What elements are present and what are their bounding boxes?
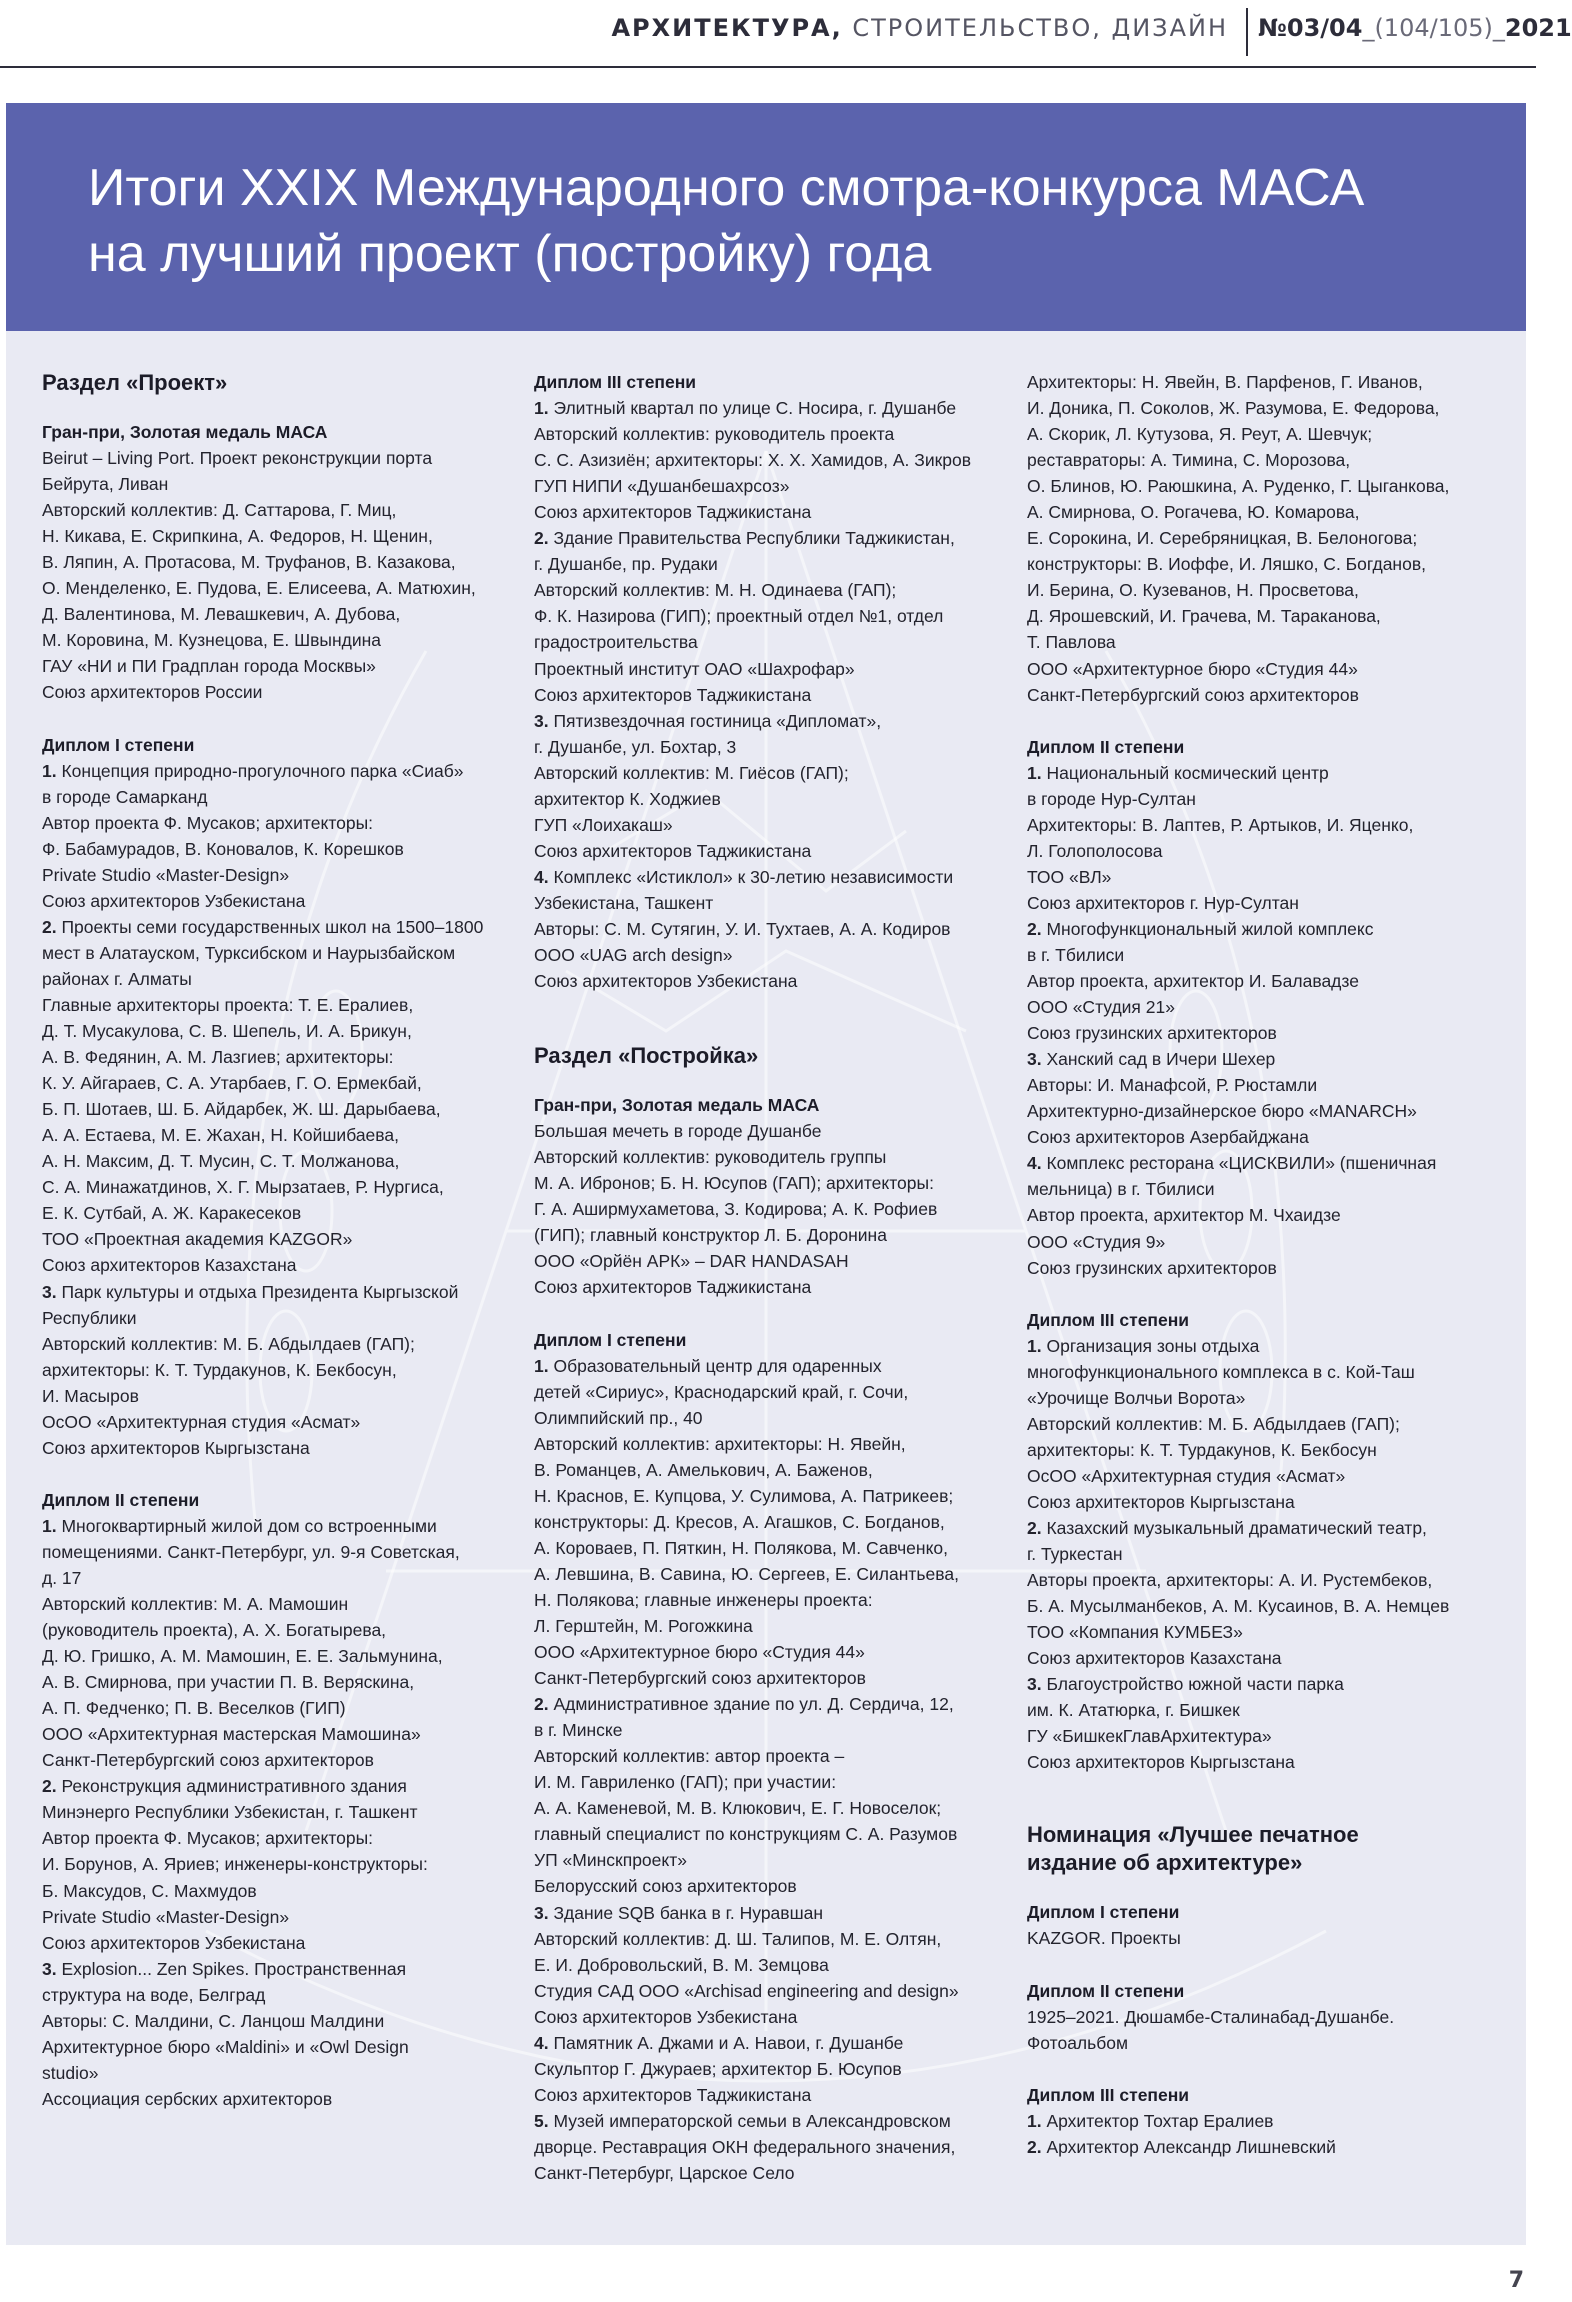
- entry-number: 2.: [534, 1694, 549, 1715]
- text-line: Т. Павлова: [1027, 632, 1116, 653]
- entry-title-line: [1027, 1046, 1479, 1072]
- entry-title-text: Казахский музыкальный драматический театр,: [1041, 1517, 1427, 1538]
- text-line: С. С. Азизиён; архитекторы: Х. Х. Хамидов, А. Зикров: [534, 450, 972, 471]
- text-line: Санкт-Петербургский союз архитекторов: [1027, 684, 1359, 705]
- text-line: Союз архитекторов Таджикистана: [534, 840, 812, 861]
- entry-title-text: Многоквартирный жилой дом со встроенными: [56, 1515, 437, 1536]
- text-line: А. П. Федченко; П. В. Веселков (ГИП): [42, 1698, 346, 1719]
- entry-number: 2.: [42, 1776, 57, 1797]
- text-line: Автор проекта, архитектор И. Балавадзе: [1027, 971, 1359, 992]
- entry-number: 4.: [1027, 1153, 1042, 1174]
- text-line: детей «Сириус», Краснодарский край, г. Сочи,: [534, 1381, 909, 1402]
- entry-title-text: Элитный квартал по улице С. Носира, г. Душанбе: [548, 398, 957, 419]
- entry-title-text: Архитектор Тохтар Ералиев: [1041, 2110, 1274, 2131]
- text-line: ООО «Архитектурное бюро «Студия 44»: [1027, 658, 1358, 679]
- issue-number: №03/04_(104/105)_2021: [1258, 14, 1572, 42]
- award-heading: Диплом III степени: [1027, 2084, 1190, 2105]
- text-line: структура на воде, Белград: [42, 1984, 266, 2005]
- award-heading: Гран-при, Золотая медаль МАСА: [534, 1095, 820, 1116]
- award-heading: Диплом II степени: [42, 1489, 200, 1510]
- text-line: Л. Голополосова: [1027, 840, 1163, 861]
- entry-title-line: [534, 1691, 986, 1717]
- entry-title-text: Памятник А. Джами и А. Навои, г. Душанбе: [548, 2032, 904, 2053]
- text-line: Е. И. Добровольский, В. М. Земцова: [534, 1954, 829, 1975]
- text-line: градостроительства: [534, 632, 698, 653]
- text-line: Автор проекта, архитектор М. Чхаидзе: [1027, 1205, 1341, 1226]
- section-heading: [42, 369, 494, 397]
- text-line: Белорусский союз архитекторов: [534, 1876, 797, 1897]
- entry-title-text: Здание SQB банка в г. Нуравшан: [548, 1902, 824, 1923]
- text-line: Союз архитекторов Узбекистана: [42, 1932, 306, 1953]
- text-line: Н. Кикава, Е. Скрипкина, А. Федоров, Н. Щенин,: [42, 526, 433, 547]
- entry-title-text: Комплекс ресторана «ЦИСКВИЛИ» (пшеничная: [1041, 1153, 1437, 1174]
- entry-title-line: [534, 395, 986, 421]
- entry-title-text: Здание Правительства Республики Таджикистан,: [548, 528, 955, 549]
- text-line: А. Короваев, П. Пяткин, Н. Полякова, М. Савченко,: [534, 1537, 949, 1558]
- section-heading-line: Раздел «Проект»: [42, 370, 228, 395]
- text-line: Узбекистана, Ташкент: [534, 892, 714, 913]
- text-line: Ф. К. Назирова (ГИП); проектный отдел №1, отдел: [534, 606, 944, 627]
- entry-title-text: Национальный космический центр: [1041, 762, 1329, 783]
- entry-title-text: Проекты семи государственных школ на 1500–1800: [56, 916, 484, 937]
- text-line: Фотоальбом: [1027, 2032, 1129, 2053]
- entry-number: 1.: [42, 760, 57, 781]
- title-banner: [6, 103, 1526, 331]
- text-line: М. Коровина, М. Кузнецова, Е. Швындина: [42, 630, 382, 651]
- entry-title-line: [42, 1513, 494, 1539]
- entry-number: 3.: [42, 1958, 57, 1979]
- entry-number: 3.: [42, 1281, 57, 1302]
- text-line: (ГИП); главный конструктор Л. Б. Доронина: [534, 1225, 887, 1246]
- text-line: Л. Герштейн, М. Рогожкина: [534, 1616, 753, 1637]
- entry-title-line: [534, 2030, 986, 2056]
- award-heading: Диплом III степени: [1027, 1309, 1190, 1330]
- text-line: ГУ «БишкекГлавАрхитектура»: [1027, 1726, 1272, 1747]
- text-line: Е. Сорокина, И. Серебряницкая, В. Белоногова;: [1027, 528, 1418, 549]
- text-line: Санкт-Петербургский союз архитекторов: [534, 1668, 866, 1689]
- text-line: Союз грузинских архитекторов: [1027, 1257, 1277, 1278]
- text-line: г. Душанбе, пр. Рудаки: [534, 554, 718, 575]
- text-line: Ф. Бабамурадов, В. Коновалов, К. Корешков: [42, 838, 404, 859]
- text-line: ТОО «Компания КУМБЕЗ»: [1027, 1622, 1243, 1643]
- text-line: studio»: [42, 2062, 99, 2083]
- text-line: ООО «UAG arch design»: [534, 945, 733, 966]
- text-line: Союз архитекторов Таджикистана: [534, 1277, 812, 1298]
- entry-title-line: [534, 1900, 986, 1926]
- entry-title-line: [42, 914, 494, 940]
- text-line: М. А. Ибронов; Б. Н. Юсупов (ГАП); архитекторы:: [534, 1173, 934, 1194]
- text-line: А. А. Естаева, М. Е. Жахан, Н. Койшибаева,: [42, 1125, 399, 1146]
- text-line: А. Смирнова, О. Рогачева, Ю. Комарова,: [1027, 502, 1360, 523]
- text-line: Private Studio «Master-Design»: [42, 1906, 290, 1927]
- entry-title-line: [42, 1956, 494, 1982]
- entry-title-text: Explosion... Zen Spikes. Пространственная: [56, 1958, 407, 1979]
- entry-number: 3.: [534, 710, 549, 731]
- text-line: Архитектурное бюро «Maldini» и «Owl Design: [42, 2036, 409, 2057]
- text-line: им. К. Ататюрка, г. Бишкек: [1027, 1700, 1240, 1721]
- text-line: Б. П. Шотаев, Ш. Б. Айдарбек, Ж. Ш. Дарыбаева,: [42, 1099, 441, 1120]
- entry-title-line: [1027, 1150, 1479, 1176]
- text-line: А. А. Каменевой, М. В. Клюкович, Е. Г. Новоселок;: [534, 1798, 942, 1819]
- entry-title-line: [1027, 760, 1479, 786]
- text-line: многофункционального комплекса в с. Кой-Таш: [1027, 1361, 1415, 1382]
- text-line: Авторский коллектив: руководитель проекта: [534, 424, 895, 445]
- entry-title-line: [42, 1773, 494, 1799]
- text-line: в городе Самарканд: [42, 786, 208, 807]
- text-line: А. Левшина, В. Савина, Ю. Сергеев, Е. Силантьева,: [534, 1563, 959, 1584]
- entry-title-text: Комплекс «Истиклол» к 30-летию независимости: [548, 866, 954, 887]
- text-line: Авторы: С. М. Сутягин, У. И. Тухтаев, А. А. Кодиров: [534, 918, 951, 939]
- text-line: архитекторы: К. Т. Турдакунов, К. Бекбосун,: [42, 1359, 397, 1380]
- text-line: А. В. Смирнова, при участии П. В. Веряскина,: [42, 1672, 415, 1693]
- entry-number: 1.: [534, 398, 549, 419]
- text-line: В. Ляпин, А. Протасова, М. Труфанов, В. Казакова,: [42, 552, 456, 573]
- text-line: Автор проекта Ф. Мусаков; архитекторы:: [42, 1828, 374, 1849]
- section-heading-line: издание об архитектуре»: [1027, 1850, 1303, 1876]
- magazine-name: АРХИТЕКТУРА, СТРОИТЕЛЬСТВО, ДИЗАЙН: [611, 14, 1228, 42]
- text-line: Союз архитекторов Кыргызстана: [1027, 1752, 1295, 1773]
- text-line: (руководитель проекта), А. Х. Богатырева,: [42, 1620, 387, 1641]
- text-line: 1925–2021. Дюшамбе-Сталинабад-Душанбе.: [1027, 2006, 1395, 2027]
- entry-number: 1.: [42, 1515, 57, 1536]
- text-line: главный специалист по конструкциям С. А. Разумов: [534, 1824, 958, 1845]
- text-line: Авторский коллектив: М. Гиёсов (ГАП);: [534, 762, 849, 783]
- text-line: Союз архитекторов Узбекистана: [42, 890, 306, 911]
- text-line: д. 17: [42, 1567, 82, 1588]
- section-heading: [534, 1042, 986, 1070]
- text-line: Союз архитекторов г. Нур-Султан: [1027, 892, 1299, 913]
- text-line: Минэнерго Республики Узбекистан, г. Ташкент: [42, 1802, 418, 1823]
- text-line: Союз архитекторов Кыргызстана: [42, 1437, 310, 1458]
- text-line: г. Туркестан: [1027, 1544, 1123, 1565]
- text-line: Большая мечеть в городе Душанбе: [534, 1121, 822, 1142]
- text-line: в городе Нур-Султан: [1027, 788, 1196, 809]
- award-heading: Гран-при, Золотая медаль МАСА: [42, 422, 328, 442]
- entry-number: 4.: [534, 866, 549, 887]
- entry-title-text: Благоустройство южной части парка: [1041, 1674, 1344, 1695]
- text-line: Союз архитекторов Таджикистана: [534, 2084, 812, 2105]
- text-line: Олимпийский пр., 40: [534, 1407, 703, 1428]
- section-heading-line: Номинация «Лучшее печатное: [1027, 1822, 1359, 1848]
- text-line: «Урочище Волчьи Ворота»: [1027, 1387, 1246, 1408]
- entry-title-text: Архитектор Александр Лишневский: [1041, 2136, 1336, 2157]
- text-line: Бейрута, Ливан: [42, 474, 169, 495]
- text-line: Авторский коллектив: М. А. Мамошин: [42, 1594, 349, 1615]
- text-line: ООО «Студия 21»: [1027, 997, 1175, 1018]
- text-line: ООО «Студия 9»: [1027, 1231, 1166, 1252]
- text-line: Союз архитекторов Казахстана: [42, 1255, 297, 1276]
- text-line: ООО «Архитектурная мастерская Мамошина»: [42, 1724, 421, 1745]
- header-divider: [1246, 8, 1248, 56]
- text-line: ОсОО «Архитектурная студия «Асмат»: [1027, 1465, 1346, 1486]
- text-line: Ассоциация сербских архитекторов: [42, 2088, 333, 2109]
- text-line: ТОО «Проектная академия KAZGOR»: [42, 1229, 353, 1250]
- entry-title-line: [1027, 2108, 1479, 2134]
- entry-number: 1.: [1027, 2110, 1042, 2131]
- text-line: Союз архитекторов Азербайджана: [1027, 1127, 1309, 1148]
- text-line: Студия САД ООО «Archisad engineering and design»: [534, 1980, 959, 2001]
- entry-title-text: Пятизвездочная гостиница «Дипломат»,: [548, 710, 882, 731]
- text-line: ОсОО «Архитектурная студия «Асмат»: [42, 1411, 361, 1432]
- text-line: Санкт-Петербургский союз архитекторов: [42, 1750, 374, 1771]
- entry-title-line: [1027, 1515, 1479, 1541]
- text-line: Союз грузинских архитекторов: [1027, 1023, 1277, 1044]
- text-line: Private Studio «Master-Design»: [42, 864, 290, 885]
- text-line: Архитекторы: В. Лаптев, Р. Артыков, И. Яценко,: [1027, 814, 1414, 835]
- text-line: архитектор К. Ходжиев: [534, 788, 721, 809]
- article-panel: [6, 103, 1526, 2245]
- text-line: Авторы проекта, архитекторы: А. И. Рустембеков,: [1027, 1570, 1433, 1591]
- text-line: Д. Ярошевский, И. Грачева, М. Тараканова,: [1027, 606, 1381, 627]
- text-column-2: [534, 369, 986, 2186]
- text-line: Союз архитекторов Таджикистана: [534, 684, 812, 705]
- text-line: дворце. Реставрация ОКН федерального значения,: [534, 2136, 956, 2157]
- entry-title-line: [534, 1353, 986, 1379]
- entry-number: 3.: [1027, 1049, 1042, 1070]
- entry-title-line: [1027, 2134, 1479, 2160]
- article-title-line: на лучший проект (постройку) года: [88, 225, 932, 283]
- entry-number: 3.: [534, 1902, 549, 1923]
- entry-number: 2.: [1027, 1517, 1042, 1538]
- entry-title-line: [534, 2108, 986, 2134]
- entry-number: 2.: [42, 916, 57, 937]
- text-line: Автор проекта Ф. Мусаков; архитекторы:: [42, 812, 374, 833]
- text-line: Авторский коллектив: руководитель группы: [534, 1147, 887, 1168]
- text-line: Авторский коллектив: Д. Саттарова, Г. Миц,: [42, 500, 397, 521]
- text-line: ГАУ «НИ и ПИ Градплан города Москвы»: [42, 656, 376, 677]
- text-line: Д. Ю. Гришко, А. М. Мамошин, Е. Е. Зальмунина,: [42, 1646, 443, 1667]
- award-heading: Диплом III степени: [534, 372, 697, 392]
- header-rule: [0, 66, 1536, 68]
- text-line: конструкторы: В. Иоффе, И. Ляшко, С. Богданов,: [1027, 554, 1426, 575]
- text-line: В. Романцев, А. Амелькович, А. Баженов,: [534, 1459, 873, 1480]
- text-line: в г. Минске: [534, 1720, 623, 1741]
- text-line: Союз архитекторов Кыргызстана: [1027, 1491, 1295, 1512]
- entry-title-text: Музей императорской семьи в Александровском: [548, 2110, 951, 2131]
- text-line: Авторский коллектив: архитекторы: Н. Явейн,: [534, 1433, 906, 1454]
- text-line: KAZGOR. Проекты: [1027, 1928, 1181, 1949]
- text-line: районах г. Алматы: [42, 968, 192, 989]
- text-line: Н. Полякова; главные инженеры проекта:: [534, 1589, 873, 1610]
- text-line: ГУП НИПИ «Душанбешахрсоз»: [534, 476, 790, 497]
- text-line: И. Масыров: [42, 1385, 139, 1406]
- text-line: помещениями. Санкт-Петербург, ул. 9-я Советская,: [42, 1541, 460, 1562]
- text-line: Г. А. Аширмухаметова, З. Кодирова; А. К. Рофиев: [534, 1199, 938, 1220]
- text-line: г. Душанбе, ул. Бохтар, 3: [534, 736, 737, 757]
- text-line: С. А. Минажатдинов, Х. Г. Мырзатаев, Р. Нургиса,: [42, 1177, 444, 1198]
- entry-title-line: [534, 525, 986, 551]
- text-line: конструкторы: Д. Кресов, А. Агашков, С. Богданов,: [534, 1511, 945, 1532]
- text-line: Скульптор Г. Джураев; архитектор Б. Юсупов: [534, 2058, 902, 2079]
- text-line: Авторы: И. Манафсой, Р. Рюстамли: [1027, 1075, 1318, 1096]
- text-line: К. У. Айгараев, С. А. Утарбаев, Г. О. Ермекбай,: [42, 1073, 422, 1094]
- award-heading: Диплом I степени: [42, 734, 195, 755]
- text-line: ООО «Орйён АРК» – DAR HANDASAH: [534, 1251, 849, 1272]
- entry-number: 1.: [1027, 762, 1042, 783]
- text-line: Beirut – Living Port. Проект реконструкции порта: [42, 448, 433, 469]
- entry-number: 2.: [534, 528, 549, 549]
- text-column-3: [1027, 369, 1479, 2160]
- text-line: Союз архитекторов Таджикистана: [534, 502, 812, 523]
- entry-title-line: [1027, 1333, 1479, 1359]
- entry-title-line: [42, 1279, 494, 1305]
- entry-number: 1.: [534, 1355, 549, 1376]
- text-line: И. М. Гавриленко (ГАП); при участии:: [534, 1772, 837, 1793]
- text-line: Авторский коллектив: М. Н. Одинаева (ГАП);: [534, 580, 897, 601]
- text-line: И. Доника, П. Соколов, Ж. Разумова, Е. Федорова,: [1027, 398, 1440, 419]
- entry-title-text: Административное здание по ул. Д. Сердича, 12,: [548, 1694, 954, 1715]
- entry-number: 1.: [1027, 1335, 1042, 1356]
- entry-title-text: Концепция природно-прогулочного парка «Сиаб»: [56, 760, 464, 781]
- text-line: Главные архитекторы проекта: Т. Е. Ералиев,: [42, 994, 414, 1015]
- entry-number: 3.: [1027, 1674, 1042, 1695]
- entry-number: 2.: [1027, 918, 1042, 939]
- page-number: 7: [1508, 2268, 1524, 2293]
- text-line: Д. Валентинова, М. Левашкевич, А. Дубова,: [42, 604, 401, 625]
- text-line: ООО «Архитектурное бюро «Студия 44»: [534, 1642, 865, 1663]
- text-line: в г. Тбилиси: [1027, 944, 1125, 965]
- text-column-1: [42, 369, 494, 2112]
- award-heading: Диплом II степени: [1027, 1980, 1185, 2001]
- text-line: реставраторы: А. Тимина, С. Морозова,: [1027, 450, 1351, 471]
- text-line: Б. А. Мусылманбеков, А. М. Кусаинов, В. А. Немцев: [1027, 1596, 1450, 1617]
- award-heading: Диплом I степени: [534, 1329, 687, 1350]
- text-line: ТОО «ВЛ»: [1027, 866, 1112, 887]
- text-line: Союз архитекторов Узбекистана: [534, 971, 798, 992]
- text-line: Авторы: С. Малдини, С. Ланцош Малдини: [42, 2010, 385, 2031]
- text-line: Авторский коллектив: М. Б. Абдылдаев (ГАП);: [1027, 1413, 1400, 1434]
- text-line: Авторский коллектив: автор проекта –: [534, 1746, 845, 1767]
- entry-title-text: Многофункциональный жилой комплекс: [1041, 918, 1374, 939]
- entry-number: 5.: [534, 2110, 549, 2131]
- text-line: Б. Максудов, С. Махмудов: [42, 1880, 257, 1901]
- entry-title-line: [42, 758, 494, 784]
- article-title: [88, 155, 1468, 287]
- text-line: Союз архитекторов Казахстана: [1027, 1648, 1282, 1669]
- text-line: Санкт-Петербург, Царское Село: [534, 2163, 795, 2183]
- entry-title-text: Ханский сад в Ичери Шехер: [1041, 1049, 1276, 1070]
- entry-title-text: Организация зоны отдыха: [1041, 1335, 1260, 1356]
- text-line: И. Берина, О. Кузеванов, Н. Просветова,: [1027, 580, 1359, 601]
- text-line: УП «Минскпроект»: [534, 1850, 687, 1871]
- section-heading: [1027, 1821, 1479, 1877]
- text-line: Союз архитекторов России: [42, 682, 263, 703]
- text-line: А. Скорик, Л. Кутузова, Я. Реут, А. Шевчук;: [1027, 424, 1373, 445]
- entry-title-line: [534, 864, 986, 890]
- text-line: Е. К. Сутбай, А. Ж. Каракесеков: [42, 1203, 302, 1224]
- section-heading-line: Раздел «Постройка»: [534, 1043, 759, 1069]
- running-header: [0, 0, 1572, 66]
- text-line: ГУП «Лоихакаш»: [534, 814, 673, 835]
- entry-title-text: Образовательный центр для одаренных: [548, 1355, 882, 1376]
- text-line: Республики: [42, 1307, 137, 1328]
- text-line: И. Борунов, А. Яриев; инженеры-конструкторы:: [42, 1854, 428, 1875]
- text-line: мельница) в г. Тбилиси: [1027, 1179, 1215, 1200]
- text-line: Союз архитекторов Узбекистана: [534, 2006, 798, 2027]
- text-line: А. Н. Максим, Д. Т. Мусин, С. Т. Молжанова,: [42, 1151, 400, 1172]
- text-line: архитекторы: К. Т. Турдакунов, К. Бекбосун: [1027, 1439, 1377, 1460]
- text-line: Архитекторы: Н. Явейн, В. Парфенов, Г. Иванов,: [1027, 372, 1423, 392]
- entry-title-text: Парк культуры и отдыха Президента Кыргызской: [56, 1281, 459, 1302]
- entry-title-text: Реконструкция административного здания: [56, 1776, 407, 1797]
- entry-number: 2.: [1027, 2136, 1042, 2157]
- entry-title-line: [1027, 916, 1479, 942]
- award-heading: Диплом I степени: [1027, 1902, 1180, 1923]
- text-line: О. Блинов, Ю. Раюшкина, А. Руденко, Г. Цыганкова,: [1027, 476, 1450, 497]
- article-title-line: Итоги XXIX Международного смотра-конкурса МАСА: [88, 159, 1365, 217]
- text-line: Проектный институт ОАО «Шахрофар»: [534, 658, 855, 679]
- text-line: О. Менделенко, Е. Пудова, Е. Елисеева, А. Матюхин,: [42, 578, 476, 599]
- text-line: мест в Алатауском, Турксибском и Наурызбайском: [42, 942, 456, 963]
- text-line: Архитектурно-дизайнерское бюро «MANARCH»: [1027, 1101, 1417, 1122]
- text-line: Авторский коллектив: М. Б. Абдылдаев (ГАП);: [42, 1333, 415, 1354]
- entry-title-line: [534, 708, 986, 734]
- text-line: Авторский коллектив: Д. Ш. Талипов, М. Е. Олтян,: [534, 1928, 942, 1949]
- award-heading: Диплом II степени: [1027, 736, 1185, 757]
- entry-number: 4.: [534, 2032, 549, 2053]
- entry-title-line: [1027, 1671, 1479, 1697]
- text-line: Д. Т. Мусакулова, С. В. Шепель, И. А. Брикун,: [42, 1021, 412, 1042]
- text-line: Н. Краснов, Е. Купцова, У. Сулимова, А. Патрикеев;: [534, 1485, 954, 1506]
- text-line: А. В. Федянин, А. М. Лазгиев; архитекторы:: [42, 1047, 394, 1068]
